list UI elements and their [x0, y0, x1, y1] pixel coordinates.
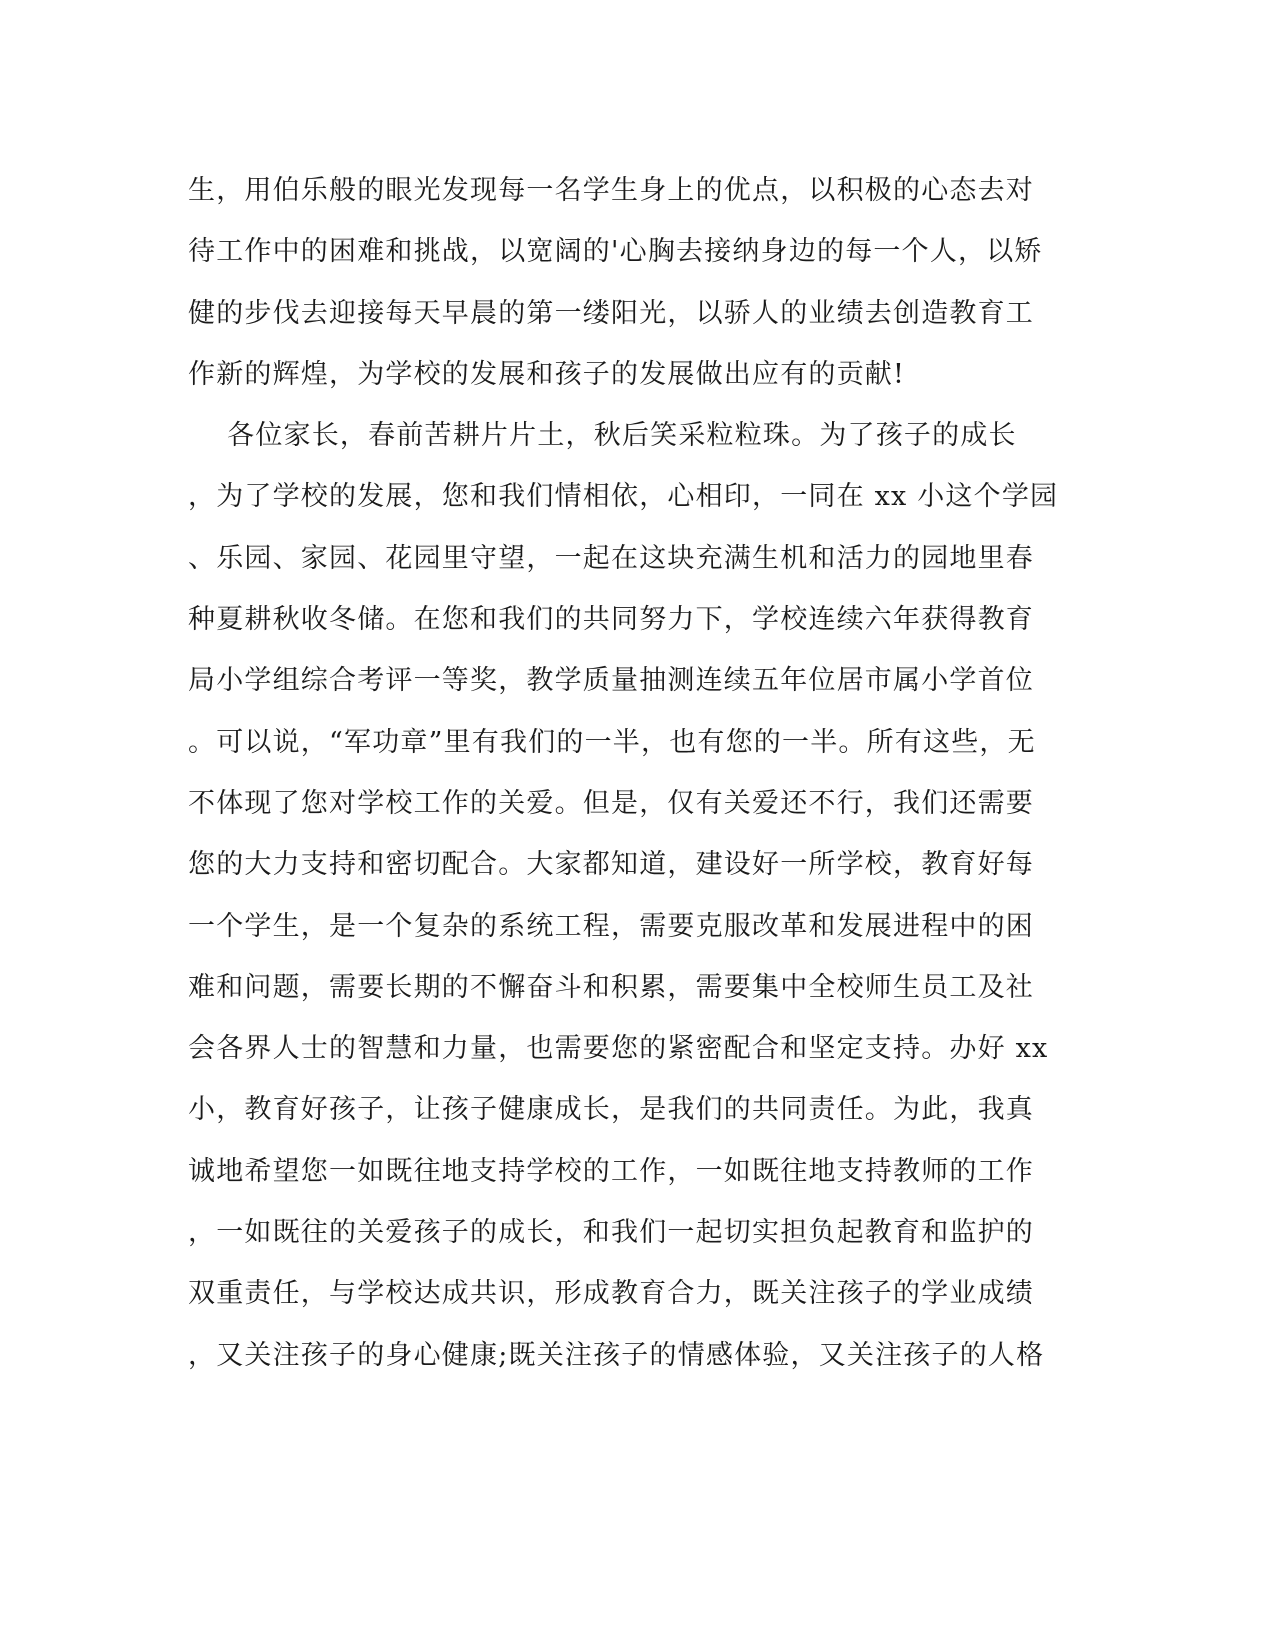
text-line: ，为了学校的发展，您和我们情相依，心相印，一同在 xx 小这个学园: [188, 481, 1059, 513]
text-line: 诚地希望您一如既往地支持学校的工作，一如既往地支持教师的工作: [188, 1155, 1034, 1187]
text-line: 一个学生，是一个复杂的系统工程，需要克服改革和发展进程中的困: [188, 910, 1034, 942]
text-line: 难和问题，需要长期的不懈奋斗和积累，需要集中全校师生员工及社: [188, 971, 1034, 1003]
text-line: ，一如既往的关爱孩子的成长，和我们一起切实担负起教育和监护的: [188, 1217, 1034, 1249]
text-line: 、乐园、家园、花园里守望，一起在这块充满生机和活力的园地里春: [188, 542, 1034, 574]
text-line: 会各界人士的智慧和力量，也需要您的紧密配合和坚定支持。办好 xx: [188, 1033, 1049, 1065]
text-line: 双重责任，与学校达成共识，形成教育合力，既关注孩子的学业成绩: [188, 1278, 1034, 1310]
text-line: 局小学组综合考评一等奖，教学质量抽测连续五年位居市属小学首位: [188, 665, 1034, 697]
text-line: 待工作中的困难和挑战，以宽阔的'心胸去接纳身边的每一个人，以矫: [188, 236, 1043, 268]
text-line: 生，用伯乐般的眼光发现每一名学生身上的优点，以积极的心态去对: [188, 175, 1034, 206]
text-line: 不体现了您对学校工作的关爱。但是，仅有关爱还不行，我们还需要: [188, 787, 1034, 819]
text-line: ，又关注孩子的身心健康;既关注孩子的情感体验，又关注孩子的人格: [188, 1339, 1045, 1371]
text-line: 种夏耕秋收冬储。在您和我们的共同努力下，学校连续六年获得教育: [188, 604, 1034, 636]
text-line: 小，教育好孩子，让孩子健康成长，是我们的共同责任。为此，我真: [188, 1094, 1034, 1126]
text-line: 健的步伐去迎接每天早晨的第一缕阳光，以骄人的业绩去创造教育工: [188, 297, 1034, 329]
text-line: 您的大力支持和密切配合。大家都知道，建设好一所学校，教育好每: [188, 849, 1034, 881]
text-line: 。可以说，“军功章”里有我们的一半，也有您的一半。所有这些，无: [188, 726, 1036, 758]
body-text: [188, 160, 1088, 1386]
text-line: 作新的辉煌，为学校的发展和孩子的发展做出应有的贡献!: [188, 358, 906, 390]
text-line: 各位家长，春前苦耕片片土，秋后笑采粒粒珠。为了孩子的成长: [188, 420, 1017, 452]
